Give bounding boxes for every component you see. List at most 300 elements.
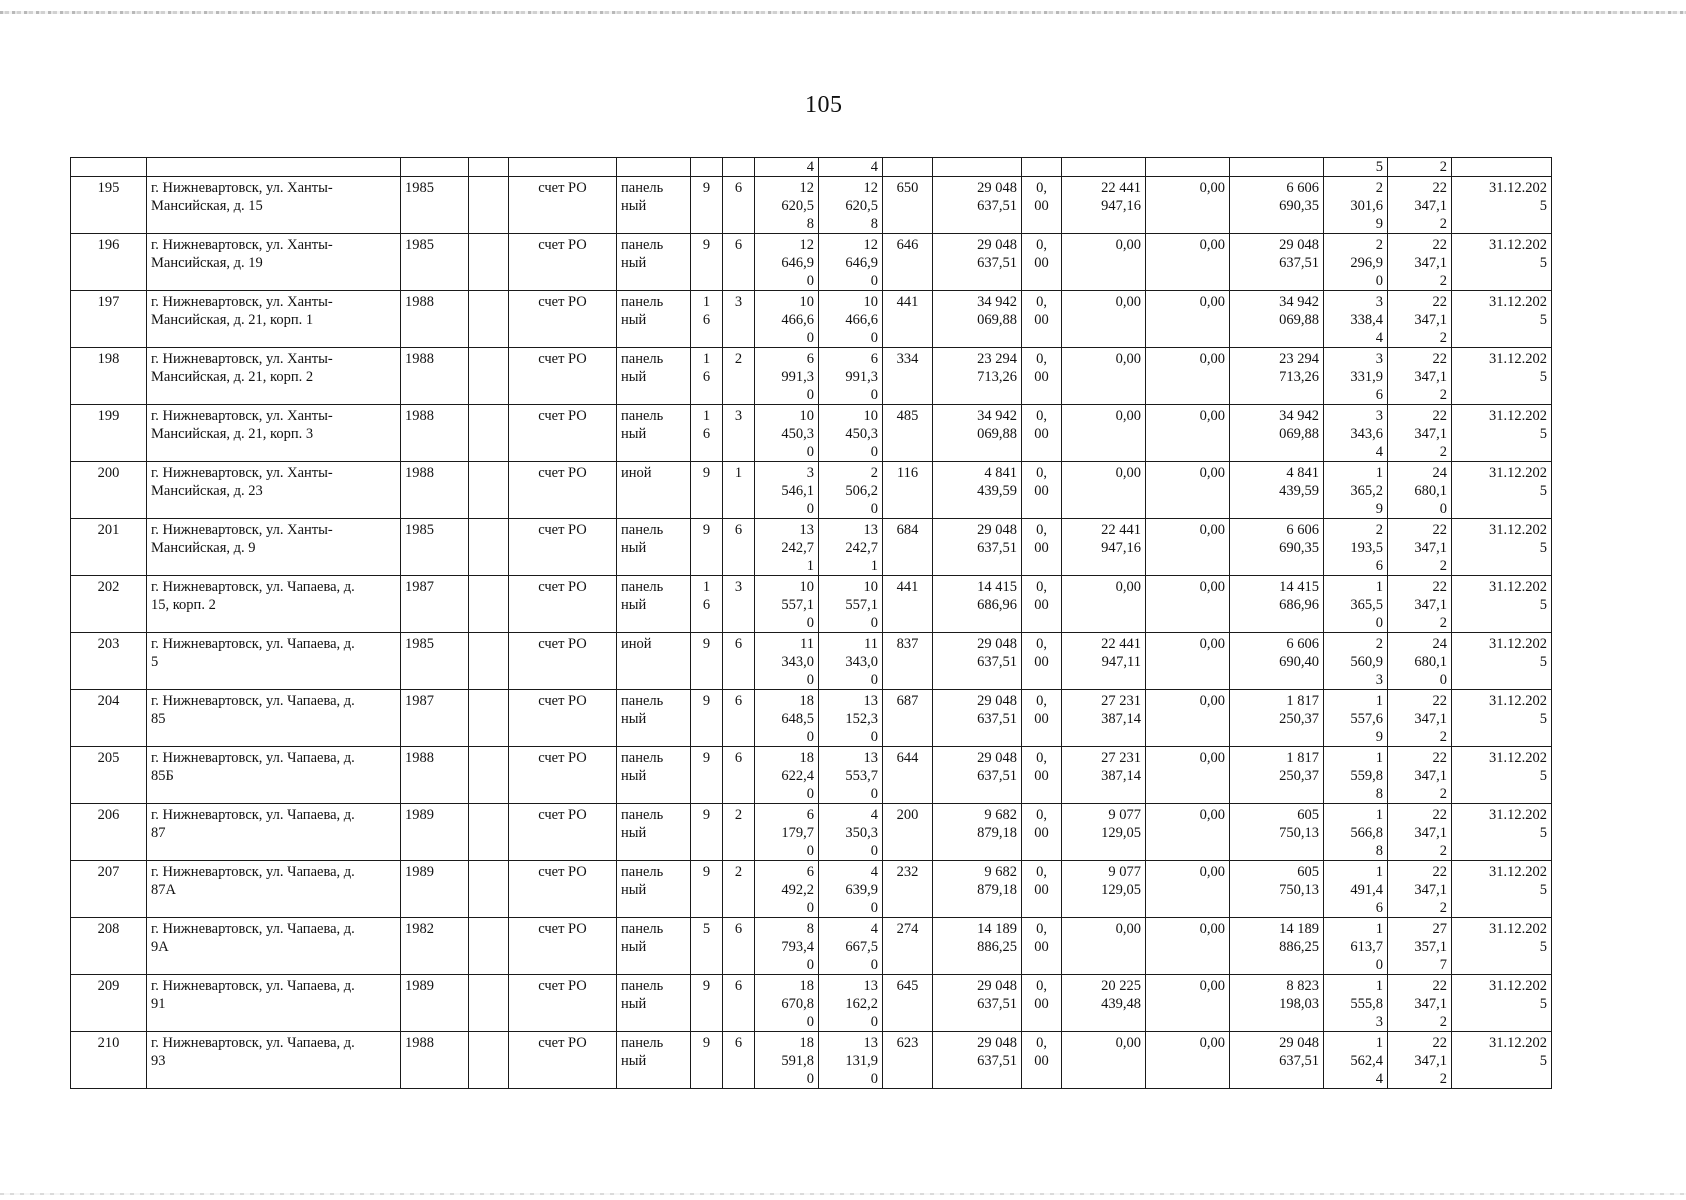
fund-type-cell: счет РО — [509, 234, 617, 291]
cost-federal-cell: 0, 00 — [1022, 918, 1062, 975]
row-number-cell: 206 — [71, 804, 147, 861]
empty-cell-cell — [469, 861, 509, 918]
cost-total-cell: 4 841 439,59 — [933, 462, 1022, 519]
entrances-cell: 1 — [723, 462, 755, 519]
floors-cell: 9 — [691, 633, 723, 690]
cost-limit-cell: 22 347,1 2 — [1388, 804, 1452, 861]
cost-total-cell: 23 294 713,26 — [933, 348, 1022, 405]
residents-cell: 200 — [883, 804, 933, 861]
cost-total-cell: 29 048 637,51 — [933, 975, 1022, 1032]
table-row — [71, 462, 1552, 519]
row-number-cell: 209 — [71, 975, 147, 1032]
floors-cell: 9 — [691, 462, 723, 519]
area-total-cell: 11 343,0 0 — [755, 633, 819, 690]
address-cell: г. Нижневартовск, ул. Чапаева, д. 87А — [147, 861, 401, 918]
table-row — [71, 576, 1552, 633]
cost-federal-cell: 0, 00 — [1022, 519, 1062, 576]
continuation-cell — [691, 158, 723, 177]
row-number-cell: 200 — [71, 462, 147, 519]
year-built-cell: 1985 — [401, 177, 469, 234]
empty-cell-cell — [469, 234, 509, 291]
year-built-cell: 1988 — [401, 348, 469, 405]
cost-owners-cell: 6 606 690,40 — [1230, 633, 1324, 690]
continuation-cell — [147, 158, 401, 177]
continuation-cell — [723, 158, 755, 177]
scan-edge-top — [0, 11, 1686, 14]
cost-per-sqm-cell: 1 557,6 9 — [1324, 690, 1388, 747]
completion-date-cell: 31.12.202 5 — [1452, 804, 1552, 861]
table-row — [71, 747, 1552, 804]
cost-per-sqm-cell: 1 562,4 4 — [1324, 1032, 1388, 1089]
row-number-cell: 199 — [71, 405, 147, 462]
cost-municipal-cell: 0,00 — [1146, 177, 1230, 234]
address-cell: г. Нижневартовск, ул. Чапаева, д. 85 — [147, 690, 401, 747]
empty-cell-cell — [469, 804, 509, 861]
area-living-cell: 11 343,0 0 — [819, 633, 883, 690]
cost-limit-cell: 27 357,1 7 — [1388, 918, 1452, 975]
cost-per-sqm-cell: 2 301,6 9 — [1324, 177, 1388, 234]
empty-cell-cell — [469, 291, 509, 348]
floors-cell: 9 — [691, 519, 723, 576]
fund-type-cell: счет РО — [509, 633, 617, 690]
cost-municipal-cell: 0,00 — [1146, 747, 1230, 804]
continuation-cell — [1062, 158, 1146, 177]
continuation-cell: 5 — [1324, 158, 1388, 177]
fund-type-cell: счет РО — [509, 348, 617, 405]
row-number-cell: 196 — [71, 234, 147, 291]
area-total-cell: 18 670,8 0 — [755, 975, 819, 1032]
cost-per-sqm-cell: 3 343,6 4 — [1324, 405, 1388, 462]
address-cell: г. Нижневартовск, ул. Чапаева, д. 9А — [147, 918, 401, 975]
year-built-cell: 1985 — [401, 633, 469, 690]
area-living-cell: 12 620,5 8 — [819, 177, 883, 234]
cost-total-cell: 9 682 879,18 — [933, 861, 1022, 918]
cost-total-cell: 14 189 886,25 — [933, 918, 1022, 975]
entrances-cell: 2 — [723, 804, 755, 861]
entrances-cell: 6 — [723, 633, 755, 690]
residents-cell: 687 — [883, 690, 933, 747]
continuation-cell — [1022, 158, 1062, 177]
cost-federal-cell: 0, 00 — [1022, 690, 1062, 747]
area-living-cell: 2 506,2 0 — [819, 462, 883, 519]
address-cell: г. Нижневартовск, ул. Чапаева, д. 15, корп. 2 — [147, 576, 401, 633]
cost-municipal-cell: 0,00 — [1146, 462, 1230, 519]
floors-cell: 9 — [691, 1032, 723, 1089]
cost-municipal-cell: 0,00 — [1146, 348, 1230, 405]
table-row — [71, 234, 1552, 291]
table-row — [71, 519, 1552, 576]
cost-federal-cell: 0, 00 — [1022, 804, 1062, 861]
entrances-cell: 6 — [723, 975, 755, 1032]
cost-regional-cell: 0,00 — [1062, 918, 1146, 975]
row-number-cell: 197 — [71, 291, 147, 348]
wall-material-cell: панель ный — [617, 1032, 691, 1089]
fund-type-cell: счет РО — [509, 690, 617, 747]
area-total-cell: 6 492,2 0 — [755, 861, 819, 918]
cost-total-cell: 29 048 637,51 — [933, 519, 1022, 576]
table-row — [71, 918, 1552, 975]
cost-per-sqm-cell: 1 559,8 8 — [1324, 747, 1388, 804]
cost-total-cell: 29 048 637,51 — [933, 633, 1022, 690]
cost-limit-cell: 22 347,1 2 — [1388, 861, 1452, 918]
page-number: 105 — [805, 92, 843, 118]
cost-federal-cell: 0, 00 — [1022, 576, 1062, 633]
cost-municipal-cell: 0,00 — [1146, 690, 1230, 747]
cost-limit-cell: 22 347,1 2 — [1388, 975, 1452, 1032]
cost-regional-cell: 9 077 129,05 — [1062, 804, 1146, 861]
cost-municipal-cell: 0,00 — [1146, 1032, 1230, 1089]
year-built-cell: 1985 — [401, 234, 469, 291]
continuation-cell — [509, 158, 617, 177]
register-table-body — [71, 158, 1552, 1089]
empty-cell-cell — [469, 747, 509, 804]
wall-material-cell: панель ный — [617, 348, 691, 405]
residents-cell: 441 — [883, 291, 933, 348]
empty-cell-cell — [469, 1032, 509, 1089]
completion-date-cell: 31.12.202 5 — [1452, 519, 1552, 576]
cost-regional-cell: 27 231 387,14 — [1062, 747, 1146, 804]
year-built-cell: 1989 — [401, 804, 469, 861]
cost-regional-cell: 20 225 439,48 — [1062, 975, 1146, 1032]
cost-owners-cell: 14 415 686,96 — [1230, 576, 1324, 633]
entrances-cell: 2 — [723, 861, 755, 918]
continuation-cell — [933, 158, 1022, 177]
cost-regional-cell: 0,00 — [1062, 576, 1146, 633]
address-cell: г. Нижневартовск, ул. Ханты- Мансийская, д. 9 — [147, 519, 401, 576]
residents-cell: 644 — [883, 747, 933, 804]
empty-cell-cell — [469, 348, 509, 405]
area-living-cell: 13 162,2 0 — [819, 975, 883, 1032]
fund-type-cell: счет РО — [509, 519, 617, 576]
area-total-cell: 6 179,7 0 — [755, 804, 819, 861]
completion-date-cell: 31.12.202 5 — [1452, 177, 1552, 234]
entrances-cell: 6 — [723, 690, 755, 747]
cost-federal-cell: 0, 00 — [1022, 1032, 1062, 1089]
cost-owners-cell: 29 048 637,51 — [1230, 1032, 1324, 1089]
area-total-cell: 10 466,6 0 — [755, 291, 819, 348]
address-cell: г. Нижневартовск, ул. Ханты- Мансийская, д. 21, корп. 1 — [147, 291, 401, 348]
empty-cell-cell — [469, 462, 509, 519]
residents-cell: 232 — [883, 861, 933, 918]
area-total-cell: 6 991,3 0 — [755, 348, 819, 405]
completion-date-cell: 31.12.202 5 — [1452, 690, 1552, 747]
cost-federal-cell: 0, 00 — [1022, 975, 1062, 1032]
entrances-cell: 6 — [723, 747, 755, 804]
cost-owners-cell: 6 606 690,35 — [1230, 519, 1324, 576]
table-row — [71, 1032, 1552, 1089]
address-cell: г. Нижневартовск, ул. Ханты- Мансийская, д. 19 — [147, 234, 401, 291]
year-built-cell: 1989 — [401, 861, 469, 918]
residents-cell: 623 — [883, 1032, 933, 1089]
area-total-cell: 3 546,1 0 — [755, 462, 819, 519]
entrances-cell: 6 — [723, 234, 755, 291]
fund-type-cell: счет РО — [509, 462, 617, 519]
floors-cell: 9 — [691, 747, 723, 804]
wall-material-cell: панель ный — [617, 918, 691, 975]
cost-federal-cell: 0, 00 — [1022, 177, 1062, 234]
cost-total-cell: 29 048 637,51 — [933, 1032, 1022, 1089]
empty-cell-cell — [469, 177, 509, 234]
row-number-cell: 203 — [71, 633, 147, 690]
floors-cell: 9 — [691, 975, 723, 1032]
area-living-cell: 4 667,5 0 — [819, 918, 883, 975]
cost-regional-cell: 22 441 947,11 — [1062, 633, 1146, 690]
fund-type-cell: счет РО — [509, 861, 617, 918]
cost-limit-cell: 22 347,1 2 — [1388, 519, 1452, 576]
cost-total-cell: 29 048 637,51 — [933, 234, 1022, 291]
row-number-cell: 204 — [71, 690, 147, 747]
cost-limit-cell: 22 347,1 2 — [1388, 291, 1452, 348]
area-total-cell: 10 450,3 0 — [755, 405, 819, 462]
cost-municipal-cell: 0,00 — [1146, 519, 1230, 576]
cost-owners-cell: 34 942 069,88 — [1230, 291, 1324, 348]
row-number-cell: 201 — [71, 519, 147, 576]
cost-municipal-cell: 0,00 — [1146, 975, 1230, 1032]
area-living-cell: 13 152,3 0 — [819, 690, 883, 747]
completion-date-cell: 31.12.202 5 — [1452, 291, 1552, 348]
cost-regional-cell: 0,00 — [1062, 348, 1146, 405]
wall-material-cell: панель ный — [617, 747, 691, 804]
continuation-cell — [1230, 158, 1324, 177]
cost-municipal-cell: 0,00 — [1146, 918, 1230, 975]
year-built-cell: 1987 — [401, 576, 469, 633]
address-cell: г. Нижневартовск, ул. Ханты- Мансийская, д. 21, корп. 3 — [147, 405, 401, 462]
completion-date-cell: 31.12.202 5 — [1452, 918, 1552, 975]
empty-cell-cell — [469, 633, 509, 690]
table-row — [71, 690, 1552, 747]
area-total-cell: 18 648,5 0 — [755, 690, 819, 747]
cost-per-sqm-cell: 1 613,7 0 — [1324, 918, 1388, 975]
area-total-cell: 18 591,8 0 — [755, 1032, 819, 1089]
cost-owners-cell: 6 606 690,35 — [1230, 177, 1324, 234]
continuation-cell: 4 — [819, 158, 883, 177]
cost-owners-cell: 605 750,13 — [1230, 804, 1324, 861]
cost-per-sqm-cell: 2 296,9 0 — [1324, 234, 1388, 291]
floors-cell: 9 — [691, 234, 723, 291]
cost-total-cell: 34 942 069,88 — [933, 405, 1022, 462]
area-living-cell: 10 557,1 0 — [819, 576, 883, 633]
cost-total-cell: 29 048 637,51 — [933, 177, 1022, 234]
continuation-cell — [617, 158, 691, 177]
entrances-cell: 6 — [723, 177, 755, 234]
cost-limit-cell: 22 347,1 2 — [1388, 405, 1452, 462]
table-row — [71, 291, 1552, 348]
register-table — [70, 157, 1552, 1089]
completion-date-cell: 31.12.202 5 — [1452, 861, 1552, 918]
row-number-cell: 207 — [71, 861, 147, 918]
area-total-cell: 10 557,1 0 — [755, 576, 819, 633]
cost-federal-cell: 0, 00 — [1022, 747, 1062, 804]
cost-limit-cell: 24 680,1 0 — [1388, 633, 1452, 690]
address-cell: г. Нижневартовск, ул. Ханты- Мансийская, д. 21, корп. 2 — [147, 348, 401, 405]
cost-per-sqm-cell: 1 491,4 6 — [1324, 861, 1388, 918]
cost-limit-cell: 22 347,1 2 — [1388, 576, 1452, 633]
wall-material-cell: панель ный — [617, 690, 691, 747]
table-row — [71, 177, 1552, 234]
floors-cell: 9 — [691, 861, 723, 918]
fund-type-cell: счет РО — [509, 177, 617, 234]
floors-cell: 1 6 — [691, 291, 723, 348]
cost-regional-cell: 0,00 — [1062, 291, 1146, 348]
cost-municipal-cell: 0,00 — [1146, 234, 1230, 291]
fund-type-cell: счет РО — [509, 291, 617, 348]
year-built-cell: 1988 — [401, 291, 469, 348]
area-living-cell: 4 350,3 0 — [819, 804, 883, 861]
completion-date-cell: 31.12.202 5 — [1452, 462, 1552, 519]
row-number-cell: 202 — [71, 576, 147, 633]
wall-material-cell: панель ный — [617, 804, 691, 861]
wall-material-cell: панель ный — [617, 234, 691, 291]
address-cell: г. Нижневартовск, ул. Чапаева, д. 93 — [147, 1032, 401, 1089]
fund-type-cell: счет РО — [509, 1032, 617, 1089]
cost-municipal-cell: 0,00 — [1146, 576, 1230, 633]
residents-cell: 441 — [883, 576, 933, 633]
residents-cell: 274 — [883, 918, 933, 975]
cost-owners-cell: 23 294 713,26 — [1230, 348, 1324, 405]
area-living-cell: 13 553,7 0 — [819, 747, 883, 804]
continuation-cell: 2 — [1388, 158, 1452, 177]
continuation-cell — [1452, 158, 1552, 177]
cost-per-sqm-cell: 2 193,5 6 — [1324, 519, 1388, 576]
empty-cell-cell — [469, 519, 509, 576]
cost-regional-cell: 22 441 947,16 — [1062, 177, 1146, 234]
fund-type-cell: счет РО — [509, 918, 617, 975]
cost-per-sqm-cell: 1 365,5 0 — [1324, 576, 1388, 633]
table-row — [71, 348, 1552, 405]
residents-cell: 646 — [883, 234, 933, 291]
residents-cell: 334 — [883, 348, 933, 405]
cost-limit-cell: 24 680,1 0 — [1388, 462, 1452, 519]
residents-cell: 837 — [883, 633, 933, 690]
row-number-cell: 205 — [71, 747, 147, 804]
area-living-cell: 10 466,6 0 — [819, 291, 883, 348]
continuation-cell — [883, 158, 933, 177]
cost-owners-cell: 1 817 250,37 — [1230, 690, 1324, 747]
cost-total-cell: 29 048 637,51 — [933, 690, 1022, 747]
fund-type-cell: счет РО — [509, 975, 617, 1032]
completion-date-cell: 31.12.202 5 — [1452, 576, 1552, 633]
cost-owners-cell: 605 750,13 — [1230, 861, 1324, 918]
year-built-cell: 1982 — [401, 918, 469, 975]
year-built-cell: 1988 — [401, 1032, 469, 1089]
cost-federal-cell: 0, 00 — [1022, 462, 1062, 519]
cost-limit-cell: 22 347,1 2 — [1388, 747, 1452, 804]
area-total-cell: 13 242,7 1 — [755, 519, 819, 576]
floors-cell: 1 6 — [691, 348, 723, 405]
area-living-cell: 12 646,9 0 — [819, 234, 883, 291]
wall-material-cell: панель ный — [617, 291, 691, 348]
floors-cell: 9 — [691, 177, 723, 234]
area-living-cell: 13 242,7 1 — [819, 519, 883, 576]
wall-material-cell: панель ный — [617, 177, 691, 234]
empty-cell-cell — [469, 975, 509, 1032]
entrances-cell: 3 — [723, 291, 755, 348]
wall-material-cell: иной — [617, 462, 691, 519]
year-built-cell: 1985 — [401, 519, 469, 576]
row-number-cell: 210 — [71, 1032, 147, 1089]
continuation-row — [71, 158, 1552, 177]
cost-owners-cell: 8 823 198,03 — [1230, 975, 1324, 1032]
continuation-cell — [401, 158, 469, 177]
fund-type-cell: счет РО — [509, 804, 617, 861]
floors-cell: 1 6 — [691, 405, 723, 462]
cost-per-sqm-cell: 2 560,9 3 — [1324, 633, 1388, 690]
cost-total-cell: 34 942 069,88 — [933, 291, 1022, 348]
area-living-cell: 13 131,9 0 — [819, 1032, 883, 1089]
cost-per-sqm-cell: 3 331,9 6 — [1324, 348, 1388, 405]
wall-material-cell: панель ный — [617, 576, 691, 633]
completion-date-cell: 31.12.202 5 — [1452, 747, 1552, 804]
empty-cell-cell — [469, 690, 509, 747]
scan-edge-bottom — [0, 1193, 1686, 1195]
continuation-cell: 4 — [755, 158, 819, 177]
table-row — [71, 861, 1552, 918]
cost-per-sqm-cell: 1 365,2 9 — [1324, 462, 1388, 519]
address-cell: г. Нижневартовск, ул. Чапаева, д. 91 — [147, 975, 401, 1032]
cost-regional-cell: 0,00 — [1062, 462, 1146, 519]
area-total-cell: 12 646,9 0 — [755, 234, 819, 291]
cost-federal-cell: 0, 00 — [1022, 405, 1062, 462]
area-living-cell: 4 639,9 0 — [819, 861, 883, 918]
area-living-cell: 6 991,3 0 — [819, 348, 883, 405]
empty-cell-cell — [469, 405, 509, 462]
completion-date-cell: 31.12.202 5 — [1452, 405, 1552, 462]
completion-date-cell: 31.12.202 5 — [1452, 234, 1552, 291]
completion-date-cell: 31.12.202 5 — [1452, 348, 1552, 405]
cost-limit-cell: 22 347,1 2 — [1388, 177, 1452, 234]
cost-municipal-cell: 0,00 — [1146, 405, 1230, 462]
wall-material-cell: панель ный — [617, 519, 691, 576]
cost-municipal-cell: 0,00 — [1146, 804, 1230, 861]
residents-cell: 645 — [883, 975, 933, 1032]
entrances-cell: 3 — [723, 576, 755, 633]
cost-regional-cell: 9 077 129,05 — [1062, 861, 1146, 918]
continuation-cell — [71, 158, 147, 177]
cost-per-sqm-cell: 3 338,4 4 — [1324, 291, 1388, 348]
year-built-cell: 1988 — [401, 747, 469, 804]
table-row — [71, 804, 1552, 861]
cost-limit-cell: 22 347,1 2 — [1388, 1032, 1452, 1089]
floors-cell: 1 6 — [691, 576, 723, 633]
fund-type-cell: счет РО — [509, 747, 617, 804]
wall-material-cell: панель ный — [617, 405, 691, 462]
empty-cell-cell — [469, 918, 509, 975]
cost-federal-cell: 0, 00 — [1022, 348, 1062, 405]
residents-cell: 684 — [883, 519, 933, 576]
cost-federal-cell: 0, 00 — [1022, 633, 1062, 690]
cost-owners-cell: 29 048 637,51 — [1230, 234, 1324, 291]
cost-owners-cell: 34 942 069,88 — [1230, 405, 1324, 462]
completion-date-cell: 31.12.202 5 — [1452, 1032, 1552, 1089]
fund-type-cell: счет РО — [509, 405, 617, 462]
wall-material-cell: панель ный — [617, 975, 691, 1032]
cost-municipal-cell: 0,00 — [1146, 291, 1230, 348]
table-row — [71, 633, 1552, 690]
address-cell: г. Нижневартовск, ул. Чапаева, д. 5 — [147, 633, 401, 690]
floors-cell: 9 — [691, 690, 723, 747]
floors-cell: 9 — [691, 804, 723, 861]
cost-limit-cell: 22 347,1 2 — [1388, 690, 1452, 747]
address-cell: г. Нижневартовск, ул. Ханты- Мансийская, д. 23 — [147, 462, 401, 519]
cost-owners-cell: 4 841 439,59 — [1230, 462, 1324, 519]
entrances-cell: 6 — [723, 519, 755, 576]
row-number-cell: 195 — [71, 177, 147, 234]
cost-municipal-cell: 0,00 — [1146, 861, 1230, 918]
residents-cell: 116 — [883, 462, 933, 519]
area-living-cell: 10 450,3 0 — [819, 405, 883, 462]
cost-total-cell: 29 048 637,51 — [933, 747, 1022, 804]
area-total-cell: 8 793,4 0 — [755, 918, 819, 975]
